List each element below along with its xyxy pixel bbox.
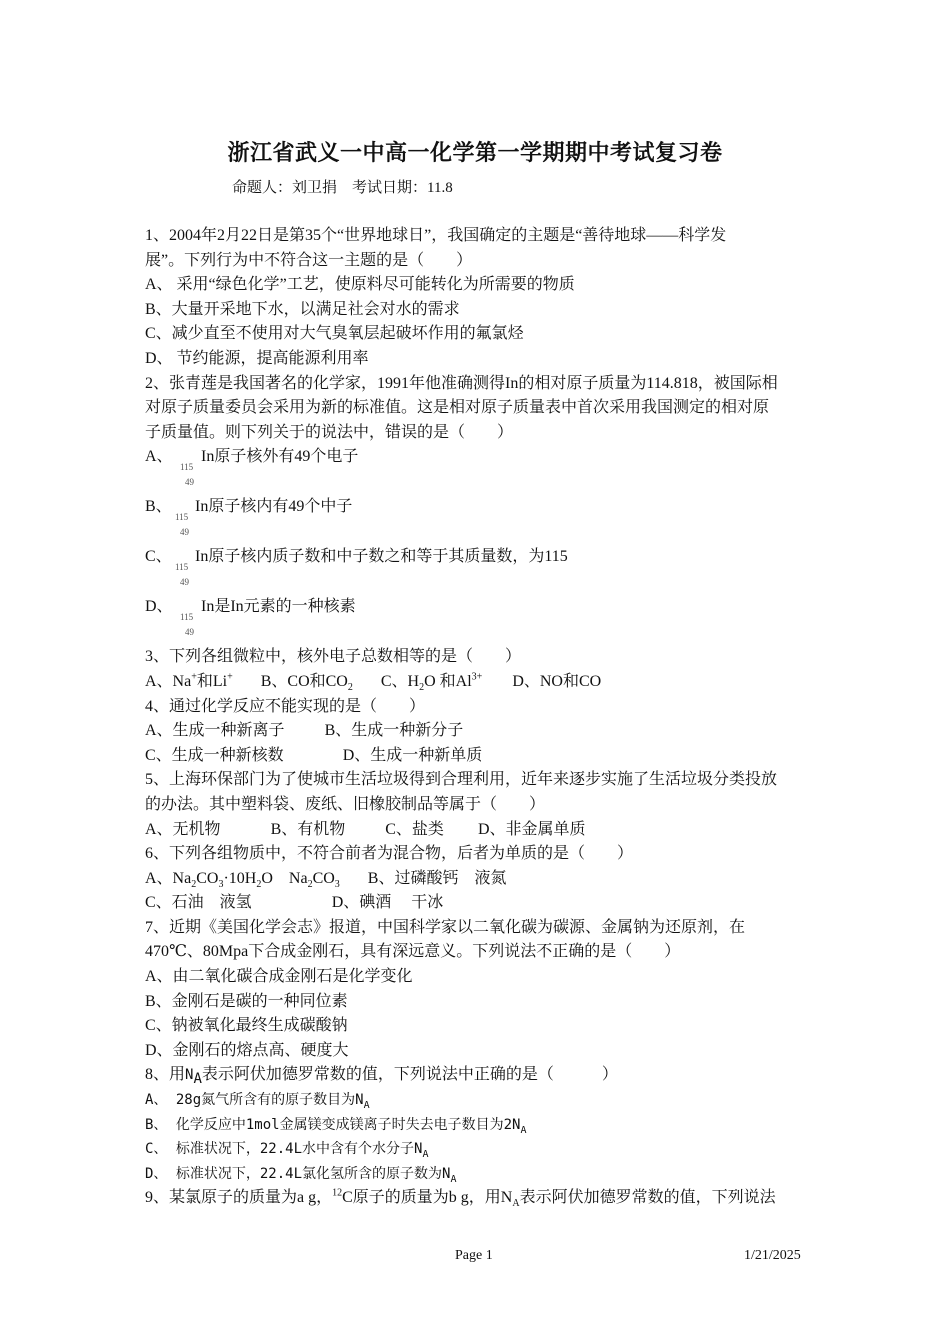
question-2-option-c	[145, 545, 810, 595]
option-text: B、 化学反应中1mol金属镁变成镁离子时失去电子数目为2N	[145, 1116, 521, 1133]
mass-number: 115	[175, 562, 189, 573]
question-8-option-c	[145, 1137, 810, 1162]
mass-number: 115	[180, 462, 194, 473]
stem-text: 9、某氯原子的质量为a g，	[145, 1189, 333, 1207]
question-6-options-row-2	[145, 891, 810, 916]
subscript: A	[450, 1173, 457, 1185]
option-text: O 和Al	[424, 672, 472, 690]
option-text: 和Li	[196, 672, 228, 690]
question-8-option-a	[145, 1088, 810, 1113]
question-1-stem-line-2: 展”。下列行为中不符合这一主题的是（ ）	[145, 251, 473, 269]
subscript: A	[512, 1198, 520, 1210]
question-3-options	[145, 670, 810, 695]
question-2-stem-line-1: 2、张青莲是我国著名的化学家，1991年他准确测得In的相对原子质量为114.818，被国际相	[145, 374, 778, 392]
option-text: C、H	[380, 672, 420, 690]
question-7-option-c: C、钠被氧化最终生成碳酸钠	[145, 1017, 348, 1035]
mass-number: 115	[175, 512, 189, 523]
question-7-option-a: A、由二氧化碳合成金刚石是化学变化	[145, 968, 413, 986]
stem-text: C原子的质量为b g，用N	[342, 1189, 513, 1207]
charge: 3+	[471, 671, 483, 683]
question-3-option-c	[380, 671, 483, 694]
option-text: B、CO和CO	[260, 672, 348, 690]
question-7-stem-line-1: 7、近期《美国化学会志》报道，中国科学家以二氧化碳为碳源、金属钠为还原剂，在	[145, 918, 746, 936]
subscript: A	[193, 1071, 202, 1088]
option-text: O Na	[261, 869, 308, 887]
question-8-option-b	[145, 1113, 810, 1138]
mass-number: 115	[180, 612, 194, 623]
option-label: D、	[145, 598, 173, 616]
option-text: A、Na	[145, 869, 192, 887]
stem-text: 8、用	[145, 1066, 186, 1084]
question-7-option-b: B、金刚石是碳的一种同位素	[145, 992, 348, 1010]
option-text: C、 标准状况下，22.4L水中含有个水分子N	[145, 1141, 423, 1158]
question-6-stem: 6、下列各组物质中，不符合前者为混合物，后者为单质的是（ ）	[145, 845, 634, 863]
option-text: A、Na	[145, 672, 192, 690]
question-5-option-d: D、非金属单质	[477, 820, 586, 838]
question-7-stem-line-2: 470℃、80Mpa下合成金刚石，具有深远意义。下列说法不正确的是（ ）	[145, 943, 681, 961]
question-4-stem: 4、通过化学反应不能实现的是（ ）	[145, 697, 426, 715]
page-title: 浙江省武义一中高一化学第一学期期中考试复习卷	[227, 140, 723, 165]
question-4-option-d: D、生成一种新单质	[342, 746, 483, 764]
question-5-stem-line-1: 5、上海环保部门为了使城市生活垃圾得到合理利用，近年来逐步实施了生活垃圾分类投放	[145, 771, 778, 789]
question-4-option-a: A、生成一种新离子	[145, 722, 285, 740]
option-text: CO	[196, 869, 219, 887]
question-7-option-d: D、金刚石的熔点高、硬度大	[145, 1041, 349, 1059]
option-text: In原子核内有49个中子	[195, 498, 353, 516]
question-2-option-a	[145, 445, 810, 495]
subscript: A	[520, 1124, 527, 1136]
question-8-option-d	[145, 1162, 810, 1187]
subscript: 2	[256, 878, 262, 890]
option-label: B、	[145, 498, 172, 516]
option-text: In原子核外有49个电子	[201, 448, 359, 466]
subscript: A	[422, 1149, 429, 1161]
question-4-option-c: C、生成一种新核数	[145, 746, 284, 764]
superscript: 12	[332, 1188, 343, 1200]
option-text: In是In元素的一种核素	[201, 598, 356, 616]
question-6-option-d: D、碘酒 干冰	[331, 894, 444, 912]
option-text: A、 28g氮气所含有的原子数目为N	[145, 1092, 364, 1109]
option-text: ·10H	[223, 869, 257, 887]
question-1-option-a: A、 采用“绿色化学”工艺，使原料尽可能转化为所需要的物质	[145, 276, 575, 294]
author-date-line: 命题人：刘卫捐 考试日期：11.8	[232, 180, 453, 196]
subscript: A	[363, 1099, 370, 1111]
question-list	[145, 224, 810, 1211]
subscript: 2	[419, 682, 425, 694]
question-2-option-b	[145, 495, 810, 545]
question-5-option-a: A、无机物	[145, 820, 221, 838]
stem-text: 表示阿伏加德罗常数的值，下列说法中正确的是（ ）	[201, 1066, 618, 1084]
question-6-option-a	[145, 869, 340, 890]
stem-text: 表示阿伏加德罗常数的值，下列说法	[519, 1189, 776, 1207]
question-3-option-a	[145, 673, 233, 690]
question-5-options	[145, 818, 810, 843]
charge: +	[191, 671, 197, 683]
question-1-option-c: C、减少直至不使用对大气臭氧层起破坏作用的氟氯烃	[145, 325, 524, 343]
question-2-stem-line-3: 子质量值。则下列关于的说法中，错误的是（ ）	[145, 423, 514, 441]
question-3-option-d: D、NO和CO	[512, 672, 602, 690]
subscript: 3	[334, 878, 340, 890]
question-9-stem	[145, 1186, 810, 1211]
question-2-option-d	[145, 595, 810, 645]
question-3-stem: 3、下列各组微粒中，核外电子总数相等的是（ ）	[145, 648, 522, 666]
atomic-number: 49	[185, 627, 194, 638]
subscript: 3	[218, 878, 224, 890]
subscript: 2	[191, 878, 197, 890]
question-8-stem	[145, 1063, 810, 1088]
option-text: D、 标准状况下，22.4L氯化氢所含的原子数为N	[145, 1165, 451, 1182]
atomic-number: 49	[180, 527, 189, 538]
question-5-stem-line-2: 的办法。其中塑料袋、废纸、旧橡胶制品等属于（ ）	[145, 795, 546, 813]
question-4-options-row-2	[145, 744, 810, 769]
option-text: In原子核内质子数和中子数之和等于其质量数，为115	[195, 548, 568, 566]
option-label: A、	[145, 448, 173, 466]
question-1-option-d: D、 节约能源，提高能源利用率	[145, 349, 369, 367]
question-5-option-b: B、有机物	[270, 820, 346, 838]
atomic-number: 49	[185, 477, 194, 488]
constant-symbol: N	[185, 1067, 194, 1084]
question-6-option-c: C、石油 液氢	[145, 894, 252, 912]
atomic-number: 49	[180, 577, 189, 588]
question-6-options-row-1	[145, 867, 810, 892]
subscript: 2	[307, 878, 313, 890]
question-2-stem-line-2: 对原子质量委员会采用为新的标准值。这是相对原子质量表中首次采用我国测定的相对原	[145, 399, 770, 417]
option-text: CO	[312, 869, 335, 887]
footer-page-number: Page 1	[455, 1248, 493, 1263]
question-4-option-b: B、生成一种新分子	[324, 722, 464, 740]
question-1-option-b: B、大量开采地下水，以满足社会对水的需求	[145, 300, 460, 318]
subscript: 2	[347, 682, 353, 694]
question-5-option-c: C、盐类	[385, 820, 444, 838]
question-3-option-b	[260, 672, 353, 694]
question-4-options-row-1	[145, 719, 810, 744]
charge: +	[227, 671, 233, 683]
footer-date: 1/21/2025	[744, 1248, 801, 1263]
option-label: C、	[145, 548, 172, 566]
question-6-option-b: B、过磷酸钙 液氮	[367, 869, 507, 887]
question-1-stem-line-1: 1、2004年2月22日是第35个“世界地球日”，我国确定的主题是“善待地球——科学发	[145, 227, 727, 244]
